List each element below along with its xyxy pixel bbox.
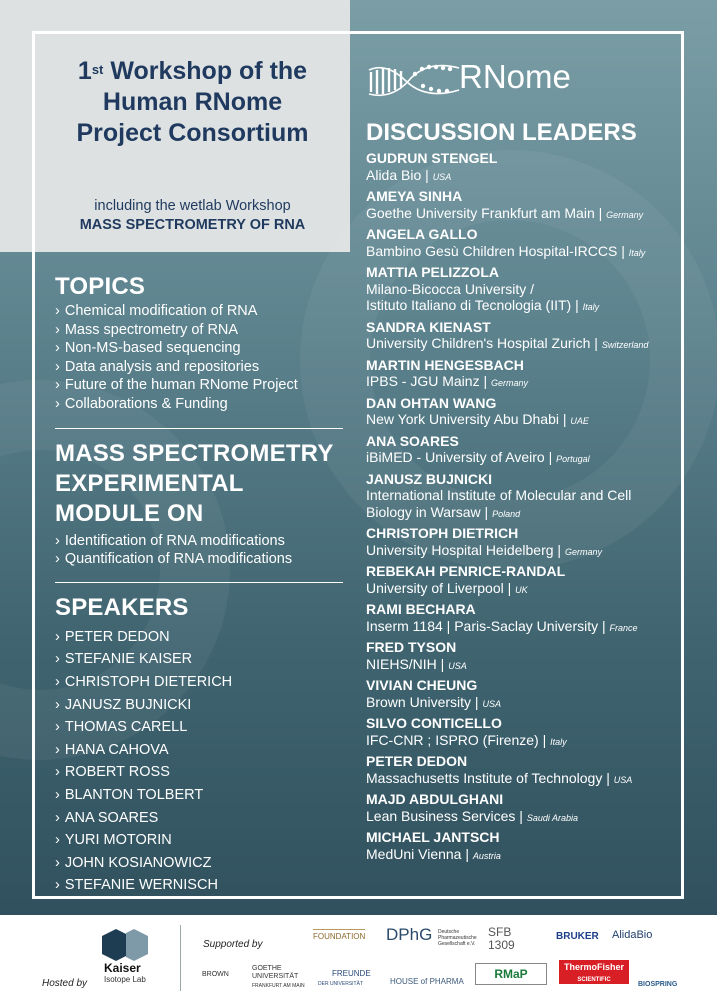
sponsor-goethe: GOETHE UNIVERSITÄT — [252, 965, 299, 980]
left-column — [55, 272, 350, 897]
footer-separator — [180, 925, 181, 991]
list-item: › HANA CAHOVA — [55, 739, 350, 762]
list-item: › BLANTON TOLBERT — [55, 784, 350, 807]
leader-country: Germany — [606, 209, 644, 220]
sponsor-foundation: FOUNDATION — [313, 929, 365, 941]
sponsor-freunde-subtitle: DER UNIVERSITÄT — [318, 981, 364, 987]
leader-country: Germany — [491, 378, 529, 388]
footer — [0, 915, 717, 1000]
leader-name: RAMI BECHARA — [366, 601, 476, 617]
leader-country: Saudi Arabia — [526, 812, 579, 823]
discussion-leader — [366, 677, 681, 712]
leader-name: PETER DEDON — [366, 753, 468, 769]
leader-name: MATTIA PELIZZOLA — [366, 264, 499, 280]
discussion-leader — [366, 563, 681, 598]
discussion-leader — [366, 395, 681, 430]
list-item: › THOMAS CARELL — [55, 716, 350, 739]
page-title: 1st Workshop of the Human RNome Project Consortium — [76, 57, 309, 147]
topics-heading: TOPICS — [55, 273, 146, 300]
leader-affiliation: Massachusetts Institute of Technology | USA — [366, 769, 633, 786]
list-item: › Collaborations & Funding — [55, 395, 350, 414]
leader-affiliation: Bambino Gesù Children Hospital-IRCCS | Italy — [366, 242, 646, 259]
leader-country: France — [609, 622, 638, 633]
sponsor-biospring: BIOSPRING — [638, 981, 678, 988]
supported-by-label: Supported by — [203, 939, 263, 950]
topics-list — [55, 302, 350, 414]
leader-affiliation: University of Liverpool | UK — [366, 579, 528, 596]
leader-affiliation: New York University Abu Dhabi | UAE — [366, 411, 589, 427]
discussion-leader — [366, 601, 681, 636]
sponsor-dphg: DPhG — [386, 925, 433, 944]
leader-affiliation: University Hospital Heidelberg | Germany — [366, 541, 602, 558]
discussion-leader — [366, 226, 681, 261]
list-item: › PETER DEDON — [55, 626, 350, 649]
leader-name: SANDRA KIENAST — [366, 318, 491, 335]
leader-name: ANGELA GALLO — [366, 226, 478, 242]
sponsor-bruker: BRUKER — [556, 931, 599, 942]
sponsor-brown: BROWN — [202, 971, 229, 978]
host-subtitle: Isotope Lab — [104, 975, 146, 984]
leader-name: SILVO CONTICELLO — [366, 715, 502, 731]
leader-country: Italy — [628, 247, 646, 258]
discussion-leaders-heading: DISCUSSION LEADERS — [366, 119, 637, 146]
leader-name: REBEKAH PENRICE-RANDAL — [366, 563, 566, 579]
leader-country: USA — [482, 698, 501, 709]
discussion-leader — [366, 715, 681, 750]
leader-name: MARTIN HENGESBACH — [366, 356, 524, 373]
speakers-list — [55, 626, 350, 897]
discussion-leader — [366, 525, 681, 560]
right-column — [366, 117, 681, 867]
discussion-leader — [366, 188, 681, 223]
discussion-leader — [366, 319, 681, 354]
sponsor-alidabio: AlidaBio — [612, 929, 653, 941]
leader-affiliation: NIEHS/NIH | USA — [366, 655, 467, 672]
leader-country: Poland — [492, 508, 521, 519]
sponsor-goethe-subtitle: FRANKFURT AM MAIN — [252, 983, 305, 989]
sponsor-sfb: SFB 1309 — [488, 925, 515, 952]
list-item: › Mass spectrometry of RNA — [55, 321, 350, 340]
leader-country: USA — [448, 660, 467, 671]
discussion-leader — [366, 753, 681, 788]
leader-country: USA — [432, 171, 452, 182]
leader-name: VIVIAN CHEUNG — [366, 677, 478, 693]
leader-country: Austria — [472, 850, 501, 861]
leader-country: Germany — [564, 546, 602, 557]
discussion-leader — [366, 791, 681, 826]
ms-module-list — [55, 532, 350, 569]
list-item: › Chemical modification of RNA — [55, 302, 350, 321]
host-name: Kaiser — [104, 961, 141, 975]
discussion-leader — [366, 357, 681, 392]
list-item: › ROBERT ROSS — [55, 761, 350, 784]
kaiser-logo-icon — [100, 927, 156, 963]
list-item: › Quantification of RNA modifications — [55, 550, 350, 569]
subtitle-bold: MASS SPECTROMETRY OF RNA — [79, 217, 306, 233]
leader-affiliation: IFC-CNR ; ISPRO (Firenze) | Italy — [366, 731, 567, 748]
speakers-heading: SPEAKERS — [55, 593, 189, 621]
sponsor-rmap: RMaP — [475, 963, 547, 985]
leader-affiliation: Biology in Warsaw | Poland — [366, 503, 521, 520]
leader-name: JANUSZ BUJNICKI — [366, 470, 493, 487]
title-block — [45, 56, 340, 235]
list-item: › STEFANIE WERNISCH — [55, 874, 350, 897]
hosted-by-label: Hosted by — [42, 978, 88, 989]
discussion-leader — [366, 150, 681, 185]
divider — [55, 428, 343, 429]
list-item: › CHRISTOPH DIETERICH — [55, 671, 350, 694]
leader-name: MICHAEL JANTSCH — [366, 829, 500, 845]
leader-country: USA — [613, 774, 633, 785]
logo-text: RNome — [459, 58, 571, 95]
list-item: › ANA SOARES — [55, 807, 350, 830]
discussion-leader — [366, 264, 681, 316]
list-item: › Future of the human RNome Project — [55, 376, 350, 395]
discussion-leader — [366, 471, 681, 523]
leader-affiliation: University Children's Hospital Zurich | Switzerland — [366, 335, 649, 351]
divider — [55, 582, 343, 583]
leader-name: MAJD ABDULGHANI — [366, 791, 504, 807]
leader-country: Italy — [550, 736, 567, 747]
sponsor-freunde: FREUNDE — [332, 969, 371, 978]
list-item: › Non-MS-based sequencing — [55, 339, 350, 358]
leader-affiliation: iBiMED - University of Aveiro | Portugal — [366, 449, 590, 465]
leader-name: FRED TYSON — [366, 639, 457, 655]
leader-country: Portugal — [556, 454, 590, 464]
list-item: › Identification of RNA modifications — [55, 532, 350, 551]
leader-name: ANA SOARES — [366, 432, 459, 449]
leader-affiliation: Alida Bio | USA — [366, 166, 452, 183]
leader-affiliation: International Institute of Molecular and Cell — [366, 487, 632, 503]
leader-name: GUDRUN STENGEL — [366, 150, 498, 166]
list-item: › JOHN KOSIANOWICZ — [55, 852, 350, 875]
leader-affiliation: MedUni Vienna | Austria — [366, 845, 501, 862]
leader-affiliation: IPBS - JGU Mainz | Germany — [366, 373, 529, 389]
discussion-leader — [366, 829, 681, 864]
leader-affiliation: Istituto Italiano di Tecnologia (IIT) | Italy — [366, 297, 600, 313]
sponsor-dphg-subtitle: Deutsche Pharmazeutische Gesellschaft e.V. — [438, 929, 477, 947]
leader-country: UAE — [570, 416, 589, 426]
leader-name: DAN OHTAN WANG — [366, 394, 497, 411]
leader-name: CHRISTOPH DIETRICH — [366, 525, 519, 541]
list-item: › YURI MOTORIN — [55, 829, 350, 852]
leader-affiliation: Inserm 1184 | Paris-Saclay University | France — [366, 617, 638, 634]
list-item: › STEFANIE KAISER — [55, 648, 350, 671]
list-item: › Data analysis and repositories — [55, 358, 350, 377]
leader-name: AMEYA SINHA — [366, 188, 463, 204]
list-item: › JANUSZ BUJNICKI — [55, 694, 350, 717]
discussion-leaders-list — [366, 150, 681, 864]
rna-helix-icon — [367, 60, 462, 100]
leader-country: UK — [515, 584, 528, 595]
rnome-logo — [367, 60, 607, 100]
leader-affiliation: Brown University | USA — [366, 693, 501, 710]
leader-country: Switzerland — [601, 340, 649, 350]
discussion-leader — [366, 639, 681, 674]
sponsor-thermo: ThermoFisher $^{SCIENTIFIC}$ — [559, 960, 629, 984]
leader-affiliation: Lean Business Services | Saudi Arabia — [366, 807, 579, 824]
ms-module-heading: MASS SPECTROMETRY EXPERIMENTAL MODULE ON — [55, 439, 334, 527]
discussion-leader — [366, 433, 681, 468]
leader-country: Italy — [582, 302, 600, 312]
leader-affiliation: Goethe University Frankfurt am Main | Germany — [366, 204, 644, 221]
sponsor-house-of-pharma: HOUSE of PHARMA — [390, 977, 464, 986]
subtitle: including the wetlab Workshop — [94, 198, 291, 214]
leader-affiliation: Milano-Bicocca University / — [366, 280, 535, 297]
